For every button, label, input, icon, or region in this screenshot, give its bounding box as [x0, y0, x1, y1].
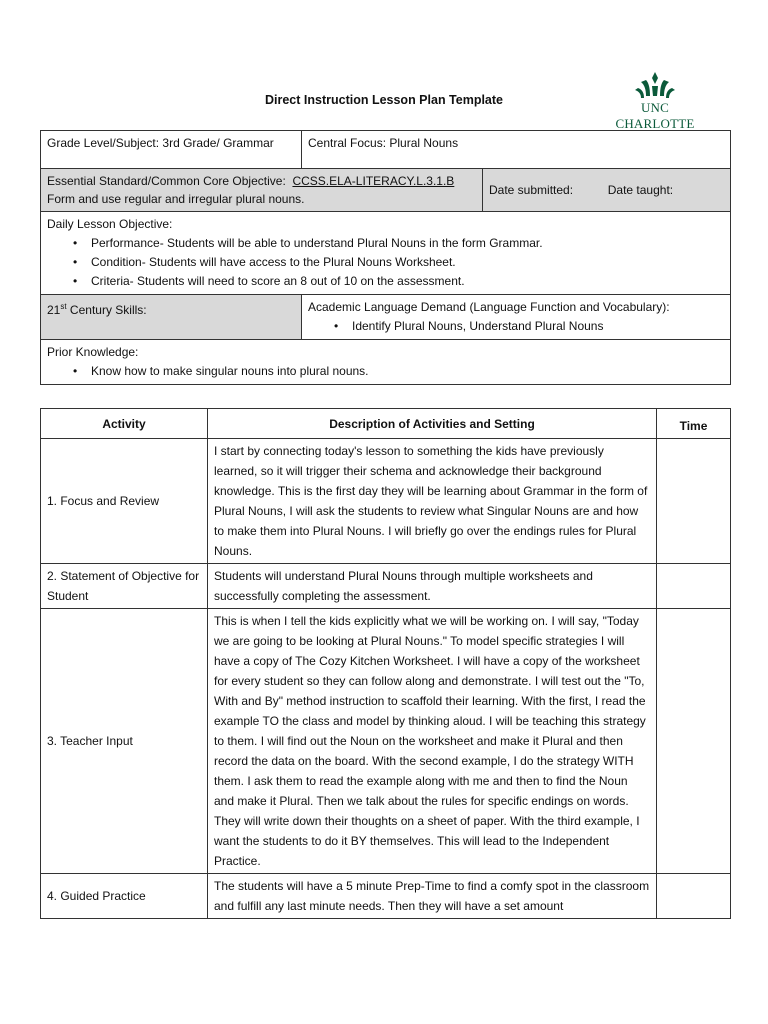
- grade-level-cell: Grade Level/Subject: 3rd Grade/ Grammar: [41, 131, 302, 169]
- central-focus-cell: Central Focus: Plural Nouns: [302, 131, 731, 169]
- standard-code-link[interactable]: CCSS.ELA-LITERACY.L.3.1.B: [292, 174, 455, 188]
- description-cell: This is when I tell the kids explicitly what we will be working on. I will say, "Today we are going to be looking at Plural Nouns." To model specific strategies I will have a copy of The Cozy Kitchen Worksheet. I will have a copy of the worksheet for every student so they can follow along and demonstrate. I will test out the "To, With and By" method instruction to scaffold their learning. With the first, I read the example TO the class and model by thinking aloud. I will be teaching this strategy to them. I will find out the Noun on the worksheet and make it Plural and then record the data on the board. With the second example, I do the strategy WITH them. I ask them to read the example along with me and then to find the Noun and make it Plural. Then we talk about the rules for specific endings on words. They will write down their thoughts on a sheet of paper. With the third example, I want the students to do it BY themselves. This will lead to the Independent Practice.: [208, 609, 657, 874]
- prior-list: [47, 362, 724, 380]
- objective-item: • Performance- Students will be able to understand Plural Nouns in the form Grammar.: [73, 234, 724, 252]
- activities-table: [40, 408, 731, 919]
- prior-knowledge-cell: [41, 340, 731, 385]
- standard-text: Form and use regular and irregular plural nouns.: [47, 192, 305, 206]
- date-taught-label: Date taught:: [607, 183, 674, 197]
- skills-label-number: 21: [47, 303, 61, 317]
- daily-objective-cell: [41, 212, 731, 295]
- date-submitted-label: Date submitted:: [489, 183, 574, 197]
- table-row: [41, 564, 731, 609]
- academic-list: [308, 317, 724, 335]
- academic-language-cell: [302, 295, 731, 340]
- description-cell: I start by connecting today's lesson to something the kids have previously learned, so it will trigger their schema and acknowledge their background knowledge. This is the first day they will be learning about Grammar in the form of Plural Nouns, I will ask the students to review what Singular Nouns are and how to make them into Plural Nouns. I will briefly go over the endings rules for Plural Nouns.: [208, 439, 657, 564]
- logo-wordmark: UNC CHARLOTTE: [615, 100, 695, 131]
- activity-cell: 2. Statement of Objective for Student: [41, 564, 208, 609]
- activity-cell: 1. Focus and Review: [41, 439, 208, 564]
- description-cell: The students will have a 5 minute Prep-Time to find a comfy spot in the classroom and fulfill any last minute needs. Then they will have a set amount: [208, 874, 657, 919]
- time-cell: [657, 439, 731, 564]
- activity-cell: 4. Guided Practice: [41, 874, 208, 919]
- unc-charlotte-logo: [600, 70, 710, 131]
- crown-icon: [600, 70, 710, 102]
- standard-label: Essential Standard/Common Core Objective:: [47, 174, 286, 188]
- time-cell: [657, 564, 731, 609]
- daily-objective-label: Daily Lesson Objective:: [47, 217, 173, 231]
- table-row: [41, 439, 731, 564]
- prior-knowledge-label: Prior Knowledge:: [47, 345, 139, 359]
- time-cell: [657, 874, 731, 919]
- prior-item: • Know how to make singular nouns into plural nouns.: [73, 362, 724, 380]
- skills-label-text: Century Skills:: [66, 303, 147, 317]
- time-header: Time: [657, 409, 731, 439]
- page-title: Direct Instruction Lesson Plan Template: [264, 93, 503, 107]
- activity-cell: 3. Teacher Input: [41, 609, 208, 874]
- table-row: [41, 609, 731, 874]
- description-cell: Students will understand Plural Nouns through multiple worksheets and successfully completing the assessment.: [208, 564, 657, 609]
- table-row: [41, 874, 731, 919]
- description-header: Description of Activities and Setting: [208, 409, 657, 439]
- objective-item: • Condition- Students will have access to the Plural Nouns Worksheet.: [73, 253, 724, 271]
- objective-list: [47, 234, 724, 290]
- activity-header: Activity: [41, 409, 208, 439]
- objective-item: • Criteria- Students will need to score an 8 out of 10 on the assessment.: [73, 272, 724, 290]
- academic-language-label: Academic Language Demand (Language Function and Vocabulary):: [308, 300, 670, 314]
- lesson-info-table: [40, 130, 731, 385]
- dates-cell: [483, 169, 731, 212]
- century-skills-cell: [41, 295, 302, 340]
- skills-label-sup: st: [60, 302, 67, 311]
- standard-cell: [41, 169, 483, 212]
- academic-item: • Identify Plural Nouns, Understand Plural Nouns: [334, 317, 724, 335]
- time-cell: [657, 609, 731, 874]
